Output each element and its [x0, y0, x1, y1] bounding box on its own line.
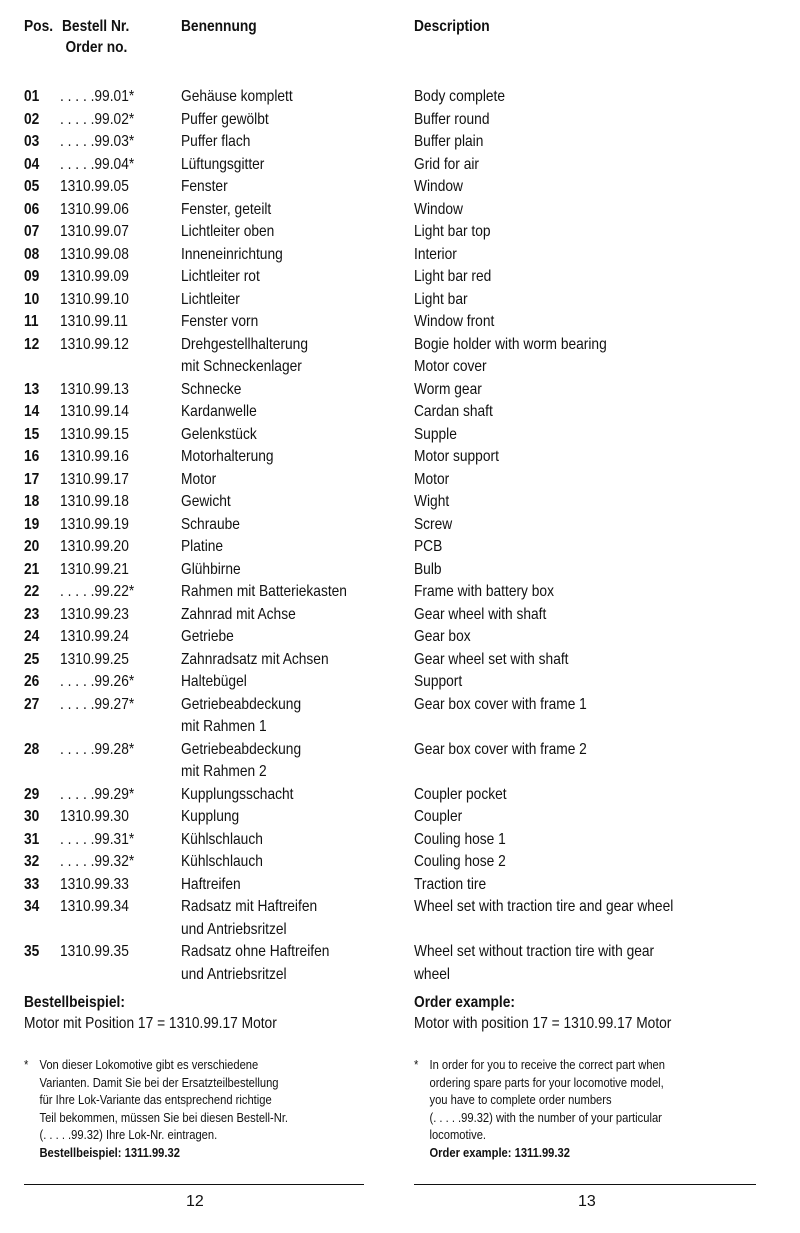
description-english [414, 334, 607, 379]
footnote-de [24, 1056, 288, 1161]
description-english [414, 829, 506, 852]
name-german [181, 424, 257, 447]
position-number: 02 [24, 110, 40, 128]
name-german-line: Getriebe [181, 628, 234, 645]
description-english [414, 221, 490, 244]
name-german-line: Fenster [181, 178, 228, 195]
order-number: 1310.99.05 [60, 178, 129, 195]
name-german-line: Lichtleiter oben [181, 223, 275, 240]
order-number: 1310.99.23 [60, 605, 129, 623]
description-english [414, 581, 554, 604]
name-german-line: Zahnradsatz mit Achsen [181, 650, 329, 668]
position-number: 13 [24, 380, 40, 398]
name-german-line: Haltebügel [181, 673, 247, 690]
position-number: 09 [24, 268, 40, 285]
description-english-line: Couling hose 2 [414, 853, 506, 870]
name-german [181, 244, 283, 267]
name-german-line: mit Rahmen 1 [181, 718, 267, 735]
description-english-line: Buffer round [414, 110, 490, 128]
order-number: . . . . .99.01* [60, 88, 135, 105]
position-number: 14 [24, 403, 40, 420]
table-row [0, 536, 800, 559]
description-english [414, 739, 587, 762]
table-row [0, 446, 800, 469]
table-row [0, 244, 800, 267]
description-english-line: Traction tire [414, 875, 487, 893]
order-number: 1310.99.25 [60, 650, 129, 668]
order-number: . . . . .99.27* [60, 695, 135, 713]
name-german [181, 176, 228, 199]
position-number: 26 [24, 673, 40, 690]
name-german [181, 874, 241, 897]
table-row [0, 941, 800, 986]
description-english [414, 491, 449, 514]
name-german-line: Puffer gewölbt [181, 110, 269, 128]
name-german [181, 109, 269, 132]
position-number: 11 [24, 313, 39, 330]
description-english [414, 379, 482, 402]
description-english [414, 131, 483, 154]
header-order [62, 16, 129, 58]
table-row [0, 649, 800, 672]
description-english [414, 154, 479, 177]
table-row [0, 626, 800, 649]
footnote-en-line: ordering spare parts for your locomotive model, [429, 1074, 664, 1090]
order-example-en [414, 992, 671, 1034]
order-number: 1310.99.14 [60, 403, 129, 420]
position-number: 17 [24, 470, 40, 488]
table-row [0, 671, 800, 694]
table-row [0, 694, 800, 739]
name-german [181, 379, 241, 402]
name-german-line: Drehgestellhalterung [181, 335, 308, 353]
name-german-line: und Antriebsritzel [181, 920, 287, 938]
table-row [0, 199, 800, 222]
position-number: 27 [24, 695, 40, 713]
order-number: 1310.99.34 [60, 898, 129, 915]
order-number: . . . . .99.03* [60, 133, 135, 150]
name-german [181, 154, 264, 177]
position-number: 28 [24, 740, 40, 758]
table-row [0, 379, 800, 402]
footnote-en-line: you have to complete order numbers [429, 1092, 612, 1107]
description-english-line: Bogie holder with worm bearing [414, 335, 607, 353]
position-number: 22 [24, 583, 40, 600]
position-number: 25 [24, 650, 40, 668]
description-english-line: Motor [414, 470, 450, 488]
table-row [0, 829, 800, 852]
name-german-line: Motor [181, 470, 217, 488]
name-german-line: Puffer flach [181, 133, 251, 150]
footnote-en-line: (. . . . .99.32) with the number of your particular [429, 1109, 662, 1125]
position-number: 15 [24, 425, 40, 443]
description-english-line: Gear box cover with frame 1 [414, 695, 587, 713]
order-number: 1310.99.13 [60, 380, 129, 398]
table-row [0, 874, 800, 897]
description-english [414, 536, 442, 559]
name-german [181, 581, 347, 604]
footnote-de-line: (. . . . .99.32) Ihre Lok-Nr. eintragen. [39, 1127, 218, 1142]
position-number: 03 [24, 133, 40, 150]
position-number: 04 [24, 155, 40, 173]
order-example-en-title: Order example: [414, 994, 515, 1011]
order-number: 1310.99.08 [60, 245, 129, 263]
footer-rule-right [414, 1184, 756, 1185]
description-english [414, 649, 568, 672]
order-number: 1310.99.35 [60, 943, 129, 960]
description-english-line: Light bar top [414, 223, 491, 240]
name-german [181, 559, 241, 582]
name-german-line: Gelenkstück [181, 425, 257, 443]
name-german-line: Kupplung [181, 808, 240, 825]
description-english [414, 176, 463, 199]
header-name-de: Benennung [181, 18, 257, 35]
description-english [414, 109, 489, 132]
order-example-en-text: Motor with position 17 = 1310.99.17 Motor [414, 1015, 672, 1032]
position-number: 01 [24, 88, 40, 105]
table-row [0, 491, 800, 514]
description-english-line: Motor support [414, 448, 499, 465]
description-english [414, 784, 507, 807]
description-english-line: Window front [414, 313, 495, 330]
name-german [181, 86, 293, 109]
header-name-en: Description [414, 18, 490, 35]
table-row [0, 424, 800, 447]
name-german [181, 401, 257, 424]
description-english-line: Frame with battery box [414, 583, 554, 600]
position-number: 24 [24, 628, 40, 645]
table-row [0, 86, 800, 109]
position-number: 12 [24, 335, 40, 353]
footnote-de-line: für Ihre Lok-Variante das entsprechend richtige [39, 1092, 272, 1107]
table-row [0, 266, 800, 289]
order-number: 1310.99.19 [60, 515, 129, 533]
name-german [181, 514, 240, 537]
description-english-line: Light bar red [414, 268, 492, 285]
description-english-line: Supple [414, 425, 457, 443]
order-number: 1310.99.20 [60, 538, 129, 555]
footnote-de-example: Bestellbeispiel: 1311.99.32 [39, 1144, 180, 1160]
description-english-line: Gear wheel with shaft [414, 605, 547, 623]
name-german [181, 221, 274, 244]
footnote-de-line: Teil bekommen, müssen Sie bei diesen Bestell-Nr. [39, 1109, 289, 1125]
name-german [181, 784, 293, 807]
position-number: 20 [24, 538, 40, 555]
table-row [0, 806, 800, 829]
order-number: . . . . .99.28* [60, 740, 135, 758]
name-german-line: Getriebeabdeckung [181, 695, 302, 713]
description-english [414, 604, 546, 627]
order-example-de-title: Bestellbeispiel: [24, 994, 125, 1011]
order-example-de-text: Motor mit Position 17 = 1310.99.17 Motor [24, 1015, 277, 1032]
description-english [414, 86, 505, 109]
name-german-line: Lichtleiter rot [181, 268, 260, 285]
description-english-line: Gear box [414, 628, 471, 645]
position-number: 21 [24, 560, 40, 578]
description-english-line: PCB [414, 538, 443, 555]
description-english-line: Wheel set with traction tire and gear wheel [414, 898, 674, 915]
position-number: 18 [24, 493, 40, 510]
table-row [0, 514, 800, 537]
name-german-line: Kupplungsschacht [181, 785, 294, 803]
description-english-line: Worm gear [414, 380, 482, 398]
position-number: 32 [24, 853, 40, 870]
name-german [181, 851, 263, 874]
name-german-line: Fenster vorn [181, 313, 259, 330]
order-number: 1310.99.12 [60, 335, 129, 353]
order-number: . . . . .99.31* [60, 830, 135, 848]
description-english-line: Light bar [414, 290, 468, 308]
table-row [0, 581, 800, 604]
position-number: 10 [24, 290, 40, 308]
name-german-line: Kardanwelle [181, 403, 257, 420]
name-german-line: Schraube [181, 515, 240, 533]
order-number: 1310.99.21 [60, 560, 129, 578]
table-row [0, 131, 800, 154]
name-german [181, 491, 231, 514]
name-german [181, 266, 260, 289]
description-english-line: Wheel set without traction tire with gear [414, 943, 655, 960]
footnote-en-line: locomotive. [429, 1127, 487, 1142]
name-german [181, 289, 240, 312]
position-number: 05 [24, 178, 40, 195]
name-german-line: mit Schneckenlager [181, 358, 302, 375]
footnote-de-line: Von dieser Lokomotive gibt es verschiedene [39, 1057, 259, 1072]
footer-rule-left [24, 1184, 364, 1185]
description-english [414, 469, 449, 492]
order-number: 1310.99.16 [60, 448, 129, 465]
description-english-line: wheel [414, 965, 450, 983]
name-german-line: Glühbirne [181, 560, 241, 578]
position-number: 06 [24, 200, 40, 218]
description-english [414, 199, 463, 222]
position-number: 19 [24, 515, 40, 533]
description-english [414, 311, 494, 334]
table-row [0, 559, 800, 582]
table-row [0, 604, 800, 627]
header-order-en: Order no. [65, 39, 128, 56]
header-pos: Pos. [24, 18, 54, 35]
description-english [414, 671, 462, 694]
name-german-line: Haftreifen [181, 875, 241, 893]
description-english [414, 424, 457, 447]
name-german-line: Gewicht [181, 493, 231, 510]
name-german-line: Kühlschlauch [181, 853, 263, 870]
description-english [414, 244, 457, 267]
footnote-en [414, 1056, 665, 1161]
description-english-line: Body complete [414, 88, 506, 105]
name-german-line: und Antriebsritzel [181, 965, 287, 983]
table-row [0, 289, 800, 312]
description-english [414, 874, 486, 897]
description-english-line: Cardan shaft [414, 403, 493, 420]
table-row [0, 469, 800, 492]
table-row [0, 334, 800, 379]
description-english [414, 514, 452, 537]
description-english-line: Coupler [414, 808, 463, 825]
name-german-line: Lüftungsgitter [181, 155, 265, 173]
order-number: 1310.99.30 [60, 808, 129, 825]
order-number: 1310.99.09 [60, 268, 129, 285]
position-number: 31 [24, 830, 40, 848]
description-english [414, 401, 493, 424]
name-german-line: Motorhalterung [181, 448, 274, 465]
position-number: 29 [24, 785, 40, 803]
position-number: 07 [24, 223, 40, 240]
table-row [0, 896, 800, 941]
order-number: . . . . .99.32* [60, 853, 135, 870]
table-row [0, 851, 800, 874]
name-german [181, 131, 250, 154]
name-german [181, 829, 263, 852]
footnote-en-example: Order example: 1311.99.32 [429, 1144, 570, 1160]
description-english-line: Buffer plain [414, 133, 484, 150]
table-row [0, 311, 800, 334]
order-number: 1310.99.10 [60, 290, 129, 308]
order-number: . . . . .99.04* [60, 155, 135, 173]
order-number: 1310.99.33 [60, 875, 129, 893]
name-german [181, 649, 329, 672]
footnote-en-line: In order for you to receive the correct part when [429, 1057, 665, 1072]
name-german [181, 941, 329, 986]
description-english-line: Bulb [414, 560, 442, 578]
description-english [414, 626, 471, 649]
name-german [181, 334, 308, 379]
name-german-line: Getriebeabdeckung [181, 740, 302, 758]
name-german [181, 626, 234, 649]
name-german-line: Platine [181, 538, 224, 555]
position-number: 23 [24, 605, 40, 623]
name-german-line: Zahnrad mit Achse [181, 605, 296, 623]
position-number: 16 [24, 448, 40, 465]
description-english-line: Window [414, 200, 463, 218]
position-number: 34 [24, 898, 40, 915]
description-english-line: Gear box cover with frame 2 [414, 740, 587, 758]
name-german-line: Schnecke [181, 380, 242, 398]
name-german-line: mit Rahmen 2 [181, 763, 267, 780]
order-number: 1310.99.06 [60, 200, 129, 218]
order-number: 1310.99.18 [60, 493, 129, 510]
name-german [181, 806, 239, 829]
name-german-line: Lichtleiter [181, 290, 240, 308]
table-row [0, 154, 800, 177]
name-german-line: Kühlschlauch [181, 830, 263, 848]
name-german [181, 199, 271, 222]
description-english-line: Gear wheel set with shaft [414, 650, 569, 668]
order-number: 1310.99.17 [60, 470, 129, 488]
description-english-line: Couling hose 1 [414, 830, 506, 848]
name-german-line: Fenster, geteilt [181, 200, 272, 218]
parts-table [0, 86, 800, 986]
name-german [181, 896, 317, 941]
description-english-line: Motor cover [414, 358, 487, 375]
name-german [181, 446, 274, 469]
table-row [0, 739, 800, 784]
name-german [181, 311, 258, 334]
name-german [181, 536, 223, 559]
description-english [414, 694, 587, 717]
description-english [414, 896, 673, 919]
header-order-de: Bestell Nr. [62, 18, 130, 35]
description-english-line: Grid for air [414, 155, 479, 173]
description-english-line: Window [414, 178, 463, 195]
name-german [181, 469, 216, 492]
name-german [181, 671, 247, 694]
description-english-line: Interior [414, 245, 457, 263]
position-number: 35 [24, 943, 40, 960]
description-english [414, 851, 506, 874]
description-english [414, 289, 468, 312]
description-english [414, 941, 654, 986]
order-number: 1310.99.11 [60, 313, 128, 330]
position-number: 08 [24, 245, 40, 263]
page-number-right: 13 [578, 1193, 596, 1210]
table-row [0, 176, 800, 199]
description-english-line: Wight [414, 493, 450, 510]
footnote-de-star: * [24, 1057, 29, 1072]
order-number: . . . . .99.22* [60, 583, 135, 600]
name-german-line: Gehäuse komplett [181, 88, 293, 105]
order-number: . . . . .99.02* [60, 110, 135, 128]
order-number: 1310.99.24 [60, 628, 129, 645]
order-example-de [24, 992, 277, 1034]
description-english-line: Screw [414, 515, 453, 533]
description-english [414, 806, 462, 829]
footnote-de-line: Varianten. Damit Sie bei der Ersatzteilbestellung [39, 1074, 279, 1090]
page-number-left: 12 [186, 1193, 204, 1210]
name-german-line: Rahmen mit Batteriekasten [181, 583, 347, 600]
table-row [0, 221, 800, 244]
name-german [181, 694, 301, 739]
description-english [414, 266, 491, 289]
position-number: 33 [24, 875, 40, 893]
position-number: 30 [24, 808, 40, 825]
order-number: 1310.99.07 [60, 223, 129, 240]
order-number: 1310.99.15 [60, 425, 129, 443]
description-english-line: Support [414, 673, 463, 690]
name-german [181, 739, 301, 784]
name-german-line: Radsatz ohne Haftreifen [181, 943, 330, 960]
name-german-line: Radsatz mit Haftreifen [181, 898, 318, 915]
table-row [0, 109, 800, 132]
table-row [0, 401, 800, 424]
order-number: . . . . .99.26* [60, 673, 135, 690]
name-german [181, 604, 296, 627]
table-row [0, 784, 800, 807]
description-english [414, 446, 499, 469]
footnote-en-star: * [414, 1057, 419, 1072]
name-german-line: Inneneinrichtung [181, 245, 283, 263]
description-english-line: Coupler pocket [414, 785, 507, 803]
order-number: . . . . .99.29* [60, 785, 135, 803]
description-english [414, 559, 442, 582]
